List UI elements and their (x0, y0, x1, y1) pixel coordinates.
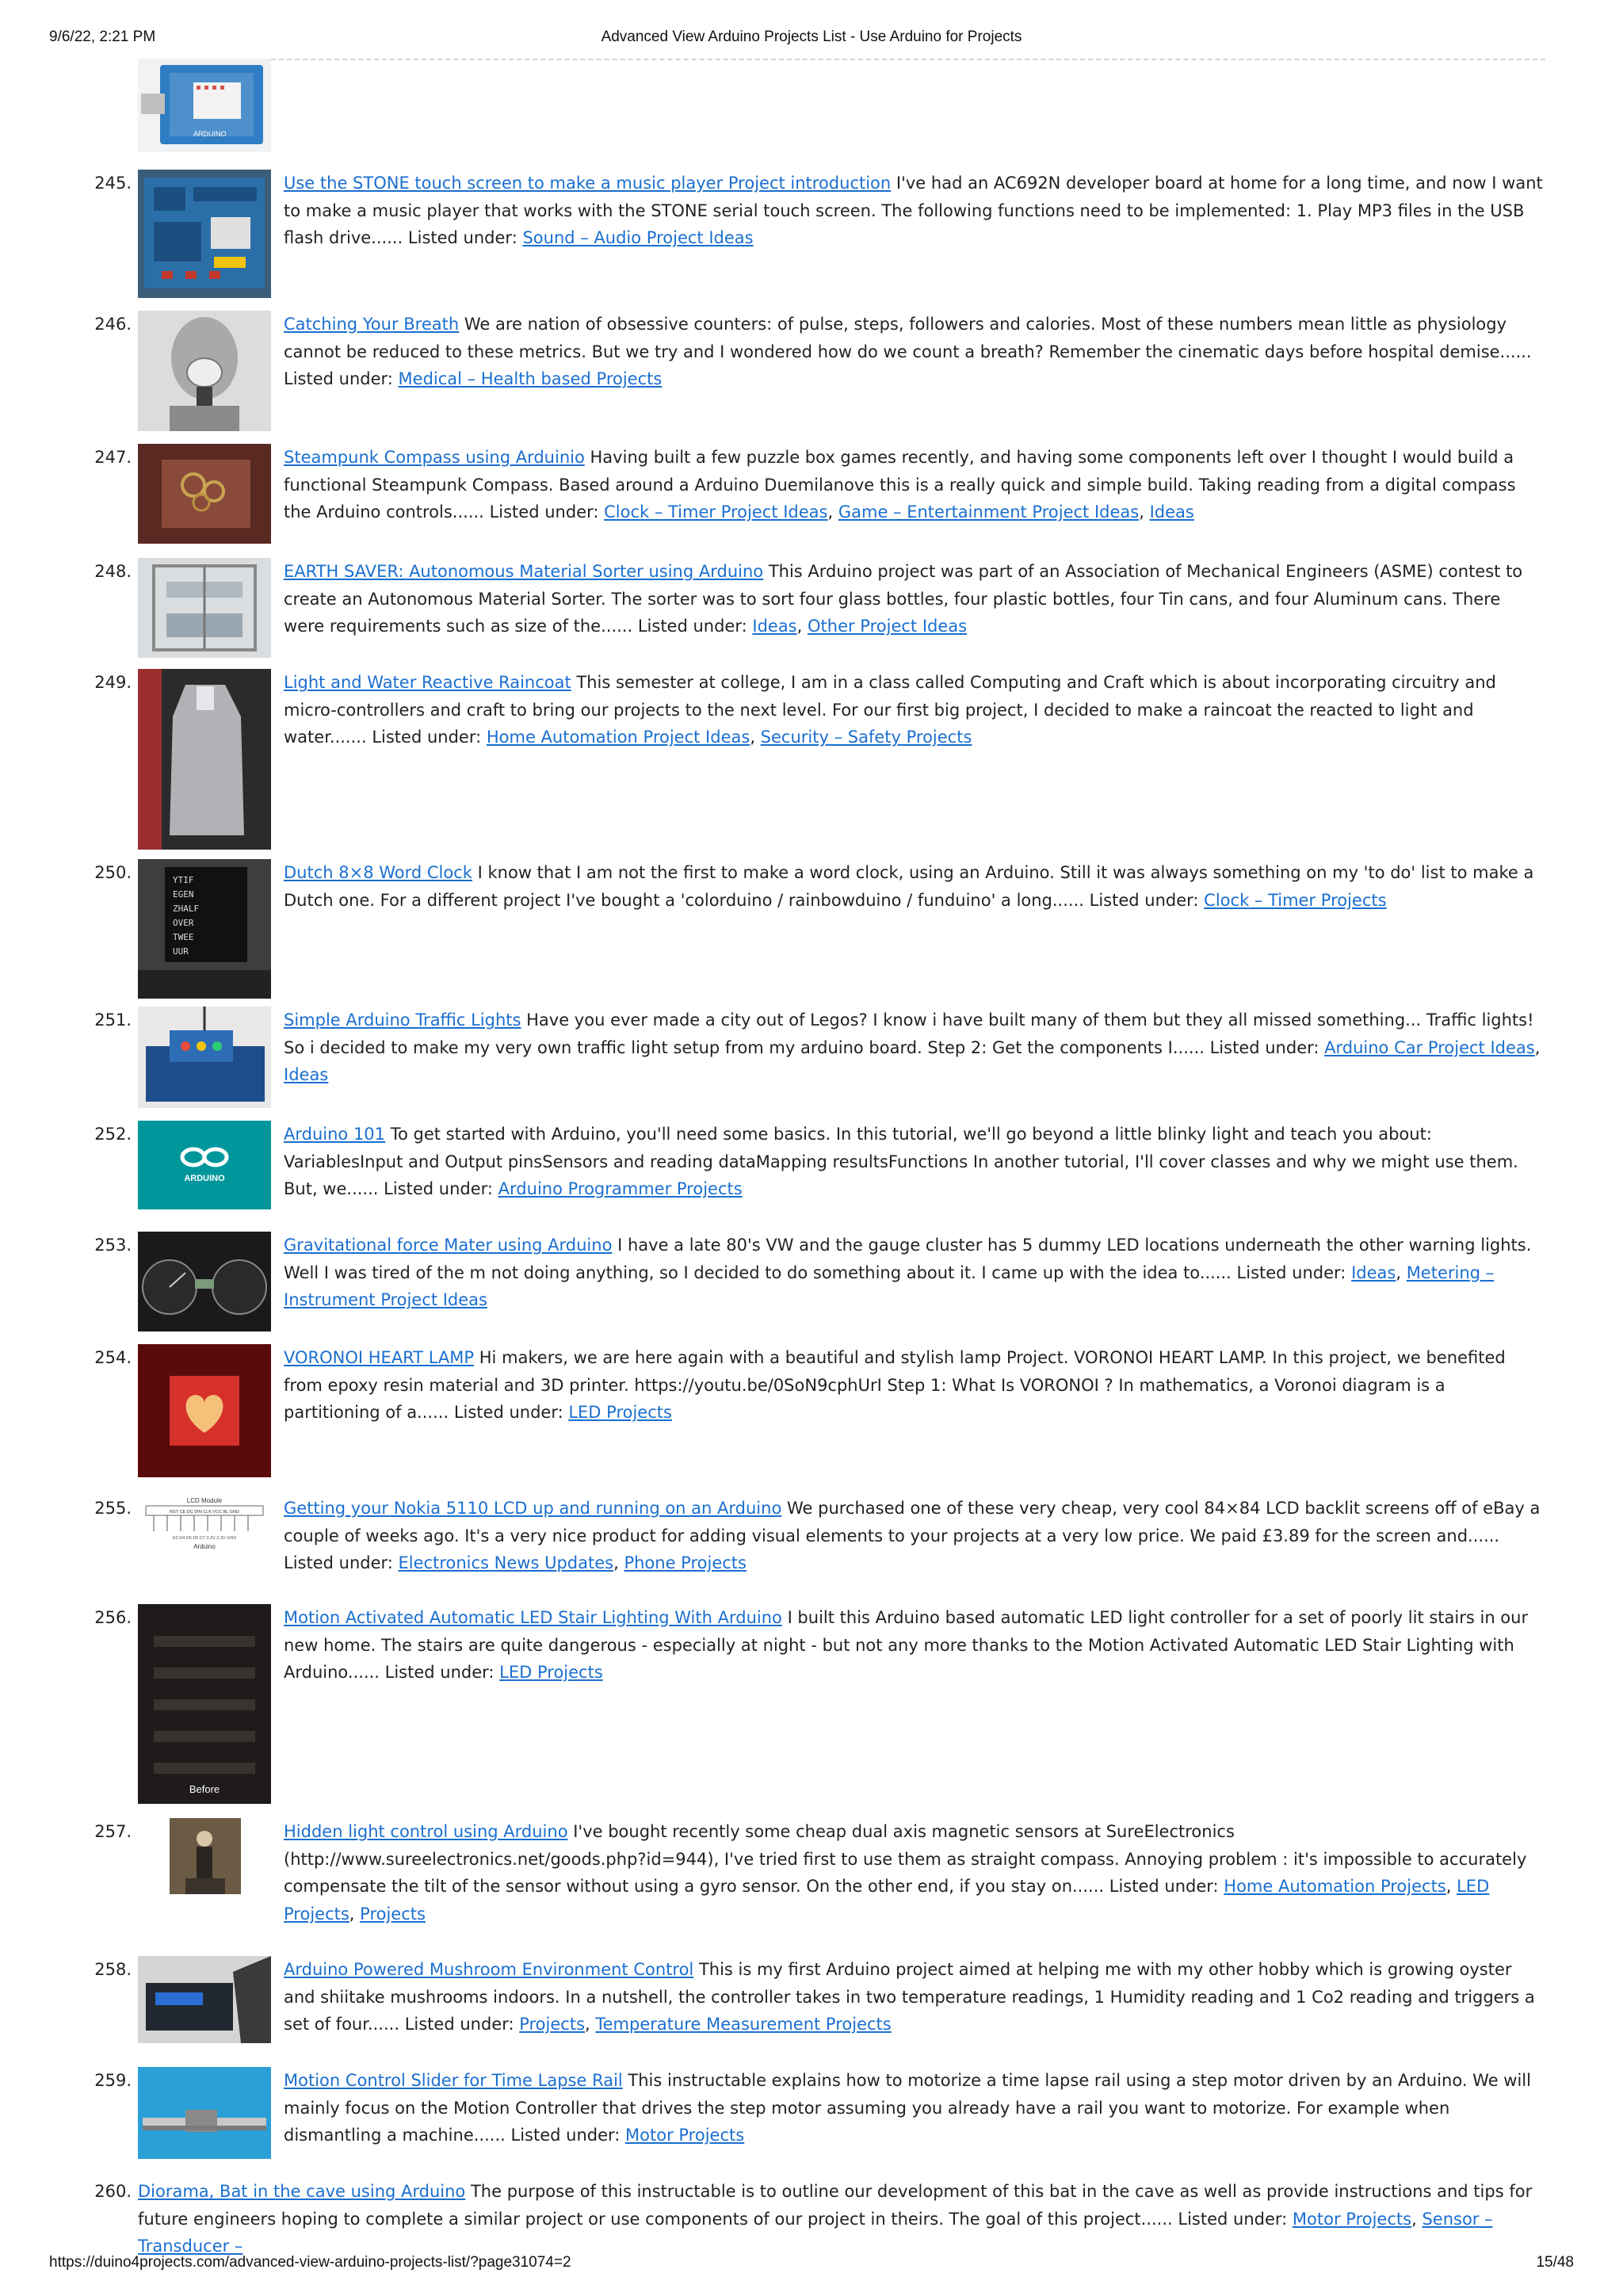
category-link[interactable]: Electronics News Updates (398, 1553, 614, 1572)
project-summary (284, 859, 1545, 914)
category-link[interactable]: LED Projects (568, 1403, 672, 1422)
category-link[interactable]: Arduino Programmer Projects (498, 1179, 743, 1198)
project-title-link[interactable]: Light and Water Reactive Raincoat (284, 673, 571, 692)
project-thumbnail[interactable] (138, 1495, 271, 1552)
project-summary: Gravitational force Mater using Arduino I have a late 80's VW and the gauge cluster has 5 dummy LED locations underneath the other warning lights. Well I was tired of the m not doing anything, so I decided to do something about it. I came up with the idea to...... Listed under: Ideas, Metering – Instrument Project Ideas (284, 1236, 1532, 1309)
category-link[interactable]: Game – Entertainment Project Ideas (838, 502, 1140, 521)
category-link[interactable]: Ideas (752, 617, 797, 636)
project-thumbnail[interactable] (138, 1007, 271, 1108)
project-description: Have you ever made a city out of Legos? I know i have built many of them but they all missed something... Traffic lights! So i decided to make my very own traffic light setup from my arduino board. Step 2: Get the components I...... (284, 1010, 1534, 1057)
project-description: I've had an AC692N developer board at home for a long time, and now I want to make a music player that works with the STONE serial touch screen. The following functions need to be implemented: 1. Play MP3 files in the USB flash drive...... (284, 174, 1543, 247)
project-title-link[interactable]: Steampunk Compass using Arduinio (284, 448, 585, 467)
project-description: Having built a few puzzle box games recently, and having some components left over I thought I would build a functional Steampunk Compass. Based around a Arduino Duemilanove this is a really quick and simple build. Taking reading from a digital compass the Arduino controls...... (284, 448, 1516, 521)
separator (271, 59, 1545, 60)
listed-under-label: Listed under: (407, 228, 517, 247)
category-link[interactable]: Projects (519, 2015, 586, 2034)
project-thumbnail[interactable] (138, 311, 271, 431)
project-description: To get started with Arduino, you'll need some basics. In this tutorial, we'll go beyond a little blinky light and teach you about: VariablesInput and Output pinsSensors and reading dataMapping resultsFunctions In another tutorial, I'll cover classes and why we might use them. But, we...... (284, 1125, 1518, 1198)
thumb-prev-board (138, 59, 271, 152)
lcd-sub: Arduino (193, 1543, 216, 1550)
lcd-pin-numbers: D3 D4 D5 D6 D7 3.3V 3.3V GND (172, 1536, 237, 1541)
item-number: 257. (94, 1822, 132, 1841)
category-link[interactable]: Arduino Car Project Ideas (1324, 1037, 1535, 1057)
project-title-link[interactable]: Arduino 101 (284, 1125, 386, 1144)
category-link[interactable]: Motor Projects (1292, 2209, 1412, 2229)
project-thumbnail[interactable] (138, 1232, 271, 1331)
category-link[interactable]: LED Projects (284, 1877, 1490, 1924)
listed-under-label: Listed under: (1109, 1877, 1219, 1896)
project-summary (284, 1604, 1545, 1687)
category-link[interactable]: LED Projects (499, 1663, 603, 1682)
listed-under-label: Listed under: (489, 502, 599, 521)
item-number: 252. (94, 1125, 132, 1144)
project-title-link[interactable]: Hidden light control using Arduino (284, 1822, 568, 1841)
category-link[interactable]: Medical – Health based Projects (398, 369, 663, 388)
category-link[interactable]: Home Automation Projects (1224, 1877, 1446, 1896)
listed-under-label: Listed under: (284, 369, 393, 388)
listed-under-label: Listed under: (1236, 1263, 1346, 1282)
svg-text:UUR: UUR (173, 946, 189, 957)
project-description: I built this Arduino based automatic LED light controller for a set of poorly lit stairs in our new home. The stairs are quite dangerous - especially at night - but not any more thanks to the Motion Activated Automatic LED Stair Lighting with Arduino...... (284, 1608, 1529, 1682)
item-number: 260. (94, 2182, 132, 2201)
project-summary (284, 1121, 1545, 1203)
project-description: I know that I am not the first to make a word clock, using an Arduino. Still it was always something on my 'to do' list to make a Dutch one. For a different project I've bought a 'colorduino / rainbowduino / funduino' a long...... (284, 863, 1534, 910)
listed-under-label: Listed under: (510, 2126, 621, 2145)
category-link[interactable]: Sensor – Transducer – (138, 2209, 1493, 2256)
project-description: This is my first Arduino project aimed at helping me with my other hobby which is growing oyster and shiitake mushrooms indoors. In a nutshell, the controller takes in two temperature readings, 1 Humidity reading and 1 Co2 reading and triggers a set of four...... (284, 1960, 1535, 2034)
project-thumbnail[interactable] (138, 1818, 271, 1894)
project-thumbnail[interactable] (138, 669, 271, 850)
item-number: 251. (94, 1010, 132, 1030)
project-description: This Arduino project was part of an Association of Mechanical Engineers (ASME) contest to create an Autonomous Material Sorter. The sorter was to sort four glass bottles, four plastic bottles, four Tin cans, and four Aluminum cans. There were requirements such as size of the...... (284, 562, 1523, 636)
category-link[interactable]: Other Project Ideas (808, 617, 968, 636)
project-title-link[interactable]: Use the STONE touch screen to make a music player Project introduction (284, 174, 892, 193)
project-title-link[interactable]: Catching Your Breath (284, 315, 460, 334)
item-number: 258. (94, 1960, 132, 1979)
project-description: This semester at college, I am in a class called Computing and Craft which is about incorporating circuitry and micro-controllers and craft to bring our projects to the next level. For our first big project, I decided to make a raincoat the reacted to light and water....... (284, 673, 1496, 747)
project-description: The purpose of this instructable is to outline our development of this bat in the cave as well as provide instructions and tips for future engineers hoping to complete a similar project or use components of our project in theirs. The goal of this project...... (138, 2182, 1533, 2229)
category-link[interactable]: Clock – Timer Projects (1204, 890, 1387, 910)
page-title: Advanced View Arduino Projects List - Use Arduino for Projects (601, 29, 1022, 45)
project-thumbnail[interactable] (138, 444, 271, 544)
project-thumbnail[interactable] (138, 1956, 271, 2043)
listed-under-label: Listed under: (453, 1403, 563, 1422)
item-number: 245. (94, 174, 132, 193)
project-description: Hi makers, we are here again with a beautiful and stylish lamp Project. VORONOI HEART LAMP. In this project, we benefited from epoxy resin material and 3D printer. https://youtu.be/0SoN9cphUrI Step 1: What Is VORONOI ? In mathematics, a Voronoi diagram is a partitioning of a...... (284, 1348, 1506, 1422)
item-number: 249. (94, 673, 132, 692)
project-title-link[interactable]: Gravitational force Mater using Arduino (284, 1236, 613, 1255)
category-link[interactable]: Motor Projects (625, 2126, 745, 2145)
category-link[interactable]: Clock – Timer Project Ideas (604, 502, 828, 521)
category-link[interactable]: Security – Safety Projects (760, 728, 972, 747)
project-description: We purchased one of these very cheap, very cool 84×84 LCD backlit screens off of eBay a couple of weeks ago. It's a very nice product for adding visual elements to your projects at a very low price. We paid £3.89 for the screen and...... (284, 1499, 1541, 1545)
project-description: I have a late 80's VW and the gauge cluster has 5 dummy LED locations underneath the other warning lights. Well I was tired of the m not doing anything, so I decided to do something about it. I came up with the idea to...... (284, 1236, 1532, 1282)
listed-under-label: Listed under: (284, 1553, 393, 1572)
project-thumbnail[interactable] (138, 2067, 271, 2159)
project-title-link[interactable]: Motion Activated Automatic LED Stair Lighting With Arduino (284, 1608, 782, 1627)
listed-under-label: Listed under: (372, 728, 482, 747)
project-title-link[interactable]: Simple Arduino Traffic Lights (284, 1010, 521, 1030)
project-title-link[interactable]: EARTH SAVER: Autonomous Material Sorter using Arduino (284, 562, 764, 581)
svg-text:EGEN: EGEN (173, 889, 194, 900)
project-description: We are nation of obsessive counters: of pulse, steps, followers and calories. Most of these numbers mean little as physiology cannot be reduced to these metrics. But we try and I wondered how do we count a breath? Remember the cinematic days before hospital demise...... (284, 315, 1532, 361)
item-number: 250. (94, 863, 132, 882)
project-thumbnail[interactable] (138, 170, 271, 298)
project-summary (284, 1344, 1545, 1427)
svg-text:YTIF: YTIF (173, 875, 194, 885)
project-title-link[interactable]: Diorama, Bat in the cave using Arduino (138, 2182, 466, 2201)
project-thumbnail[interactable] (138, 1344, 271, 1477)
svg-text:ZHALF: ZHALF (173, 904, 200, 914)
svg-text:OVER: OVER (173, 918, 194, 928)
project-title-link[interactable]: Motion Control Slider for Time Lapse Rail (284, 2071, 623, 2090)
project-thumbnail[interactable] (138, 558, 271, 658)
category-link[interactable]: Temperature Measurement Projects (595, 2015, 892, 2034)
project-title-link[interactable]: Dutch 8×8 Word Clock (284, 863, 472, 882)
arduino-logo-text: ARDUINO (184, 1174, 225, 1183)
project-summary: EARTH SAVER: Autonomous Material Sorter using Arduino This Arduino project was part of an Association of Mechanical Engineers (ASME) contest to create an Autonomous Material Sorter. The sorter was to sort four glass bottles, four plastic bottles, four Tin cans, and four Aluminum cans. There were requirements such as size of the...... Listed under: Ideas, Other Project Ideas (284, 562, 1523, 636)
project-summary (284, 170, 1545, 252)
listed-under-label: Listed under: (637, 617, 747, 636)
project-summary: Arduino Powered Mushroom Environment Control This is my first Arduino project aimed at helping me with my other hobby which is growing oyster and shiitake mushrooms indoors. In a nutshell, the controller takes in two temperature readings, 1 Humidity reading and 1 Co2 reading and triggers a set of four...... Listed under: Projects, Temperature Measurement Projects (284, 1960, 1535, 2034)
listed-under-label: Listed under: (1089, 890, 1199, 910)
listed-under-label: Listed under: (384, 1179, 493, 1198)
project-title-link[interactable]: Getting your Nokia 5110 LCD up and running on an Arduino (284, 1499, 782, 1518)
item-number: 248. (94, 562, 132, 581)
project-summary: Light and Water Reactive Raincoat This semester at college, I am in a class called Computing and Craft which is about incorporating circuitry and micro-controllers and craft to bring our projects to the next level. For our first big project, I decided to make a raincoat the reacted to light and water....... Listed under: Home Automation Project Ideas, Security – Safety Projects (284, 673, 1496, 747)
project-summary: Diorama, Bat in the cave using Arduino The purpose of this instructable is to outline our development of this bat in the cave as well as provide instructions and tips for future engineers hoping to complete a similar project or use components of our project in theirs. The goal of this project...... Listed under: Motor Projects, Sensor – Transducer – (138, 2182, 1533, 2256)
category-link[interactable]: Ideas (1351, 1263, 1396, 1282)
project-description: I've bought recently some cheap dual axis magnetic sensors at SureElectronics (http://www.sureelectronics.net/goods.php?id=944), I've tried first to use them as straight compass. Annoying problem : it's impossible to accurately compensate the tilt of the sensor without using a gyro sensor. On the other end, if you stay on...... (284, 1822, 1527, 1896)
stair-caption: Before (189, 1783, 220, 1795)
item-number: 246. (94, 315, 132, 334)
project-description: This instructable explains how to motorize a time lapse rail using a step motor driven by an Arduino. We will mainly focus on the Motion Controller that drives the step motor assuming you already have a rail you want to motorize. For example when dismantling a machine...... (284, 2071, 1531, 2145)
item-number: 255. (94, 1499, 132, 1518)
project-summary: Steampunk Compass using Arduinio Having built a few puzzle box games recently, and having some components left over I thought I would build a functional Steampunk Compass. Based around a Arduino Duemilanove this is a really quick and simple build. Taking reading from a digital compass the Arduino controls...... Listed under: Clock – Timer Project Ideas, Game – Entertainment Project Ideas, Ideas (284, 448, 1516, 521)
lcd-label: LCD Module (186, 1497, 223, 1504)
item-number: 254. (94, 1348, 132, 1367)
project-thumbnail[interactable] (138, 859, 271, 999)
item-number: 253. (94, 1236, 132, 1255)
listed-under-label: Listed under: (1178, 2209, 1288, 2229)
category-link[interactable]: Projects (360, 1904, 426, 1924)
category-link[interactable]: Ideas (284, 1065, 329, 1084)
project-thumbnail[interactable] (138, 1121, 271, 1209)
item-number: 247. (94, 448, 132, 467)
category-link[interactable]: Metering – Instrument Project Ideas (284, 1263, 1495, 1309)
item-number: 256. (94, 1608, 132, 1627)
category-link[interactable]: Sound – Audio Project Ideas (522, 228, 754, 247)
project-summary (284, 311, 1545, 393)
page-number: 15/48 (1536, 2254, 1574, 2271)
project-summary: Getting your Nokia 5110 LCD up and running on an Arduino We purchased one of these very cheap, very cool 84×84 LCD backlit screens off of eBay a couple of weeks ago. It's a very nice product for adding visual elements to your projects at a very low price. We paid £3.89 for the screen and...... Listed under: Electronics News Updates, Phone Projects (284, 1499, 1541, 1572)
project-thumbnail[interactable] (138, 1604, 271, 1804)
listed-under-label: Listed under: (1209, 1037, 1319, 1057)
svg-text:ARDUINO: ARDUINO (193, 130, 227, 138)
project-title-link[interactable]: VORONOI HEART LAMP (284, 1348, 475, 1367)
lcd-pins: RST CE DC DIN CLK VCC BL GND (170, 1510, 239, 1515)
category-link[interactable]: Home Automation Project Ideas (486, 728, 750, 747)
category-link[interactable]: Ideas (1149, 502, 1194, 521)
category-link[interactable]: Phone Projects (624, 1553, 747, 1572)
listed-under-label: Listed under: (404, 2015, 514, 2034)
print-datetime: 9/6/22, 2:21 PM (49, 29, 156, 45)
project-summary: Hidden light control using Arduino I've bought recently some cheap dual axis magnetic sensors at SureElectronics (http://www.sureelectronics.net/goods.php?id=944), I've tried first to use them as straight compass. Annoying problem : it's impossible to accurately compensate the tilt of the sensor without using a gyro sensor. On the other end, if you stay on...... Listed under: Home Automation Projects, LED Projects, Projects (284, 1822, 1527, 1924)
page-url: https://duino4projects.com/advanced-view-arduino-projects-list/?page31074=2 (49, 2254, 571, 2271)
project-summary (284, 2067, 1545, 2149)
item-number: 259. (94, 2071, 132, 2090)
project-summary: Simple Arduino Traffic Lights Have you ever made a city out of Legos? I know i have built many of them but they all missed something... Traffic lights! So i decided to make my very own traffic light setup from my arduino board. Step 2: Get the components I...... Listed under: Arduino Car Project Ideas, Ideas (284, 1010, 1541, 1084)
svg-text:TWEE: TWEE (173, 932, 194, 942)
project-title-link[interactable]: Arduino Powered Mushroom Environment Control (284, 1960, 694, 1979)
listed-under-label: Listed under: (384, 1663, 495, 1682)
